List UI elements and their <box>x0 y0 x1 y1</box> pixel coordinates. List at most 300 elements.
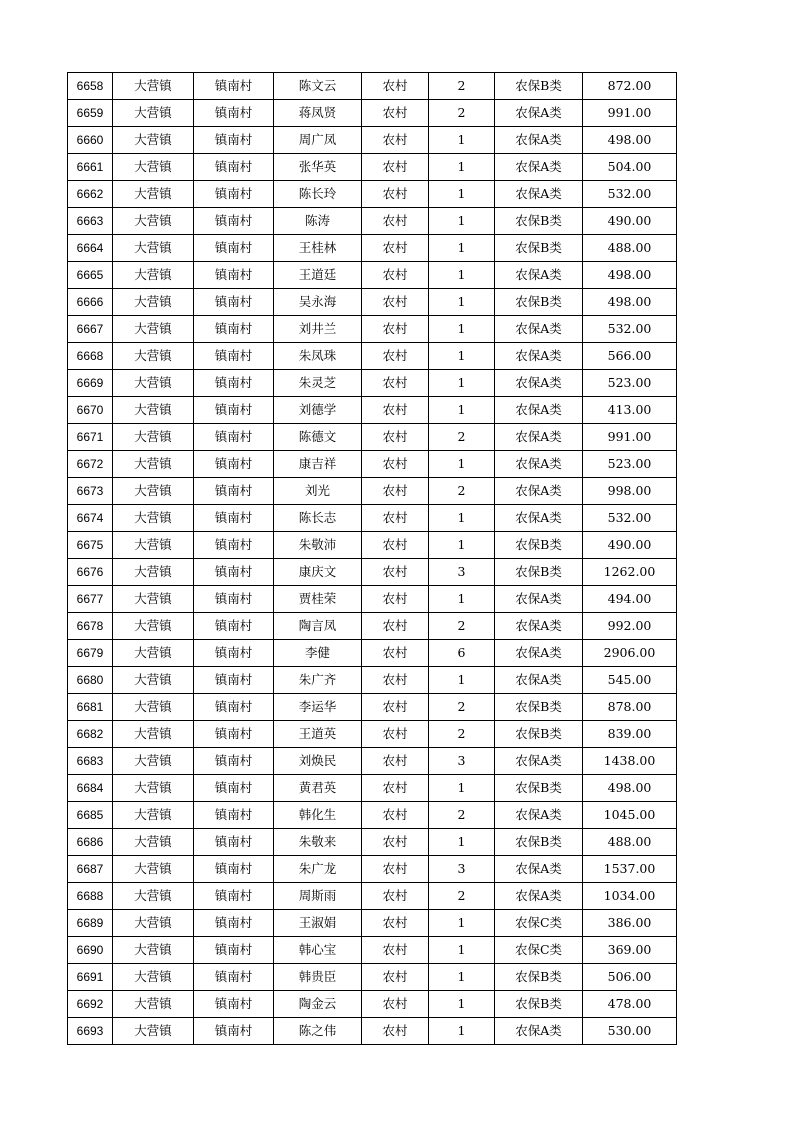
table-row <box>68 100 677 127</box>
cell-village: 镇南村 <box>194 802 274 829</box>
cell-amount: 494.00 <box>583 586 677 613</box>
cell-town: 大营镇 <box>113 154 194 181</box>
cell-household-count: 1 <box>429 370 495 397</box>
cell-town: 大营镇 <box>113 505 194 532</box>
cell-town: 大营镇 <box>113 181 194 208</box>
cell-amount: 992.00 <box>583 613 677 640</box>
cell-village: 镇南村 <box>194 343 274 370</box>
cell-town: 大营镇 <box>113 910 194 937</box>
cell-town: 大营镇 <box>113 748 194 775</box>
cell-person-name: 周广凤 <box>274 127 362 154</box>
cell-household-count: 1 <box>429 289 495 316</box>
table-row <box>68 775 677 802</box>
cell-insurance-category: 农保A类 <box>495 397 583 424</box>
cell-area-type: 农村 <box>362 505 429 532</box>
cell-household-count: 1 <box>429 451 495 478</box>
cell-household-count: 1 <box>429 397 495 424</box>
cell-person-name: 刘焕民 <box>274 748 362 775</box>
cell-record-id: 6672 <box>68 451 113 478</box>
cell-area-type: 农村 <box>362 856 429 883</box>
cell-record-id: 6692 <box>68 991 113 1018</box>
cell-amount: 1034.00 <box>583 883 677 910</box>
cell-amount: 1045.00 <box>583 802 677 829</box>
cell-household-count: 2 <box>429 424 495 451</box>
cell-town: 大营镇 <box>113 802 194 829</box>
cell-amount: 498.00 <box>583 262 677 289</box>
cell-record-id: 6668 <box>68 343 113 370</box>
cell-amount: 498.00 <box>583 289 677 316</box>
cell-record-id: 6673 <box>68 478 113 505</box>
cell-household-count: 1 <box>429 829 495 856</box>
cell-village: 镇南村 <box>194 694 274 721</box>
records-table <box>67 72 677 1045</box>
table-row <box>68 370 677 397</box>
cell-household-count: 3 <box>429 856 495 883</box>
cell-area-type: 农村 <box>362 640 429 667</box>
cell-person-name: 刘井兰 <box>274 316 362 343</box>
cell-area-type: 农村 <box>362 613 429 640</box>
table-row <box>68 424 677 451</box>
cell-person-name: 陶言凤 <box>274 613 362 640</box>
table-row <box>68 721 677 748</box>
cell-household-count: 1 <box>429 937 495 964</box>
cell-record-id: 6658 <box>68 73 113 100</box>
table-row <box>68 910 677 937</box>
cell-town: 大营镇 <box>113 316 194 343</box>
cell-record-id: 6689 <box>68 910 113 937</box>
cell-record-id: 6676 <box>68 559 113 586</box>
cell-village: 镇南村 <box>194 748 274 775</box>
table-row <box>68 289 677 316</box>
cell-village: 镇南村 <box>194 208 274 235</box>
cell-insurance-category: 农保A类 <box>495 856 583 883</box>
table-row <box>68 748 677 775</box>
cell-town: 大营镇 <box>113 343 194 370</box>
table-row <box>68 127 677 154</box>
cell-village: 镇南村 <box>194 100 274 127</box>
cell-person-name: 王道廷 <box>274 262 362 289</box>
cell-area-type: 农村 <box>362 883 429 910</box>
cell-person-name: 王淑娟 <box>274 910 362 937</box>
cell-record-id: 6665 <box>68 262 113 289</box>
cell-amount: 566.00 <box>583 343 677 370</box>
cell-record-id: 6682 <box>68 721 113 748</box>
cell-town: 大营镇 <box>113 478 194 505</box>
cell-insurance-category: 农保A类 <box>495 100 583 127</box>
cell-person-name: 陶金云 <box>274 991 362 1018</box>
table-row <box>68 991 677 1018</box>
cell-person-name: 蒋凤贤 <box>274 100 362 127</box>
cell-insurance-category: 农保A类 <box>495 883 583 910</box>
cell-person-name: 朱敬来 <box>274 829 362 856</box>
cell-insurance-category: 农保A类 <box>495 748 583 775</box>
cell-area-type: 农村 <box>362 964 429 991</box>
table-row <box>68 640 677 667</box>
cell-insurance-category: 农保B类 <box>495 289 583 316</box>
cell-town: 大营镇 <box>113 289 194 316</box>
cell-village: 镇南村 <box>194 451 274 478</box>
cell-record-id: 6674 <box>68 505 113 532</box>
cell-household-count: 1 <box>429 586 495 613</box>
cell-record-id: 6680 <box>68 667 113 694</box>
cell-area-type: 农村 <box>362 262 429 289</box>
cell-household-count: 2 <box>429 613 495 640</box>
cell-record-id: 6678 <box>68 613 113 640</box>
cell-household-count: 1 <box>429 316 495 343</box>
cell-amount: 506.00 <box>583 964 677 991</box>
cell-insurance-category: 农保A类 <box>495 154 583 181</box>
table-row <box>68 478 677 505</box>
cell-insurance-category: 农保A类 <box>495 343 583 370</box>
cell-town: 大营镇 <box>113 667 194 694</box>
cell-record-id: 6664 <box>68 235 113 262</box>
cell-town: 大营镇 <box>113 397 194 424</box>
cell-village: 镇南村 <box>194 856 274 883</box>
cell-household-count: 2 <box>429 478 495 505</box>
cell-person-name: 陈之伟 <box>274 1018 362 1045</box>
cell-village: 镇南村 <box>194 1018 274 1045</box>
cell-town: 大营镇 <box>113 127 194 154</box>
cell-record-id: 6690 <box>68 937 113 964</box>
table-row <box>68 154 677 181</box>
cell-record-id: 6693 <box>68 1018 113 1045</box>
cell-household-count: 1 <box>429 235 495 262</box>
cell-area-type: 农村 <box>362 343 429 370</box>
table-row <box>68 856 677 883</box>
cell-record-id: 6663 <box>68 208 113 235</box>
cell-household-count: 1 <box>429 505 495 532</box>
cell-household-count: 3 <box>429 748 495 775</box>
cell-village: 镇南村 <box>194 613 274 640</box>
cell-village: 镇南村 <box>194 478 274 505</box>
cell-amount: 532.00 <box>583 505 677 532</box>
cell-insurance-category: 农保C类 <box>495 910 583 937</box>
cell-village: 镇南村 <box>194 883 274 910</box>
cell-town: 大营镇 <box>113 694 194 721</box>
cell-area-type: 农村 <box>362 127 429 154</box>
cell-record-id: 6691 <box>68 964 113 991</box>
table-row <box>68 613 677 640</box>
cell-village: 镇南村 <box>194 316 274 343</box>
cell-town: 大营镇 <box>113 775 194 802</box>
cell-household-count: 6 <box>429 640 495 667</box>
cell-person-name: 王道英 <box>274 721 362 748</box>
cell-insurance-category: 农保A类 <box>495 586 583 613</box>
table-row <box>68 1018 677 1045</box>
table-row <box>68 235 677 262</box>
cell-amount: 998.00 <box>583 478 677 505</box>
cell-record-id: 6683 <box>68 748 113 775</box>
table-row <box>68 73 677 100</box>
cell-town: 大营镇 <box>113 100 194 127</box>
cell-village: 镇南村 <box>194 721 274 748</box>
cell-village: 镇南村 <box>194 397 274 424</box>
cell-person-name: 刘光 <box>274 478 362 505</box>
cell-area-type: 农村 <box>362 235 429 262</box>
cell-household-count: 1 <box>429 667 495 694</box>
cell-amount: 1262.00 <box>583 559 677 586</box>
cell-town: 大营镇 <box>113 586 194 613</box>
cell-village: 镇南村 <box>194 424 274 451</box>
cell-person-name: 康庆文 <box>274 559 362 586</box>
cell-village: 镇南村 <box>194 640 274 667</box>
cell-amount: 478.00 <box>583 991 677 1018</box>
cell-area-type: 农村 <box>362 559 429 586</box>
cell-insurance-category: 农保A类 <box>495 802 583 829</box>
cell-area-type: 农村 <box>362 424 429 451</box>
cell-area-type: 农村 <box>362 694 429 721</box>
table-row <box>68 883 677 910</box>
cell-amount: 532.00 <box>583 316 677 343</box>
cell-person-name: 李健 <box>274 640 362 667</box>
cell-record-id: 6669 <box>68 370 113 397</box>
cell-village: 镇南村 <box>194 154 274 181</box>
cell-amount: 413.00 <box>583 397 677 424</box>
cell-record-id: 6679 <box>68 640 113 667</box>
cell-amount: 488.00 <box>583 829 677 856</box>
cell-amount: 872.00 <box>583 73 677 100</box>
cell-area-type: 农村 <box>362 289 429 316</box>
cell-town: 大营镇 <box>113 883 194 910</box>
cell-town: 大营镇 <box>113 1018 194 1045</box>
cell-area-type: 农村 <box>362 478 429 505</box>
cell-person-name: 陈文云 <box>274 73 362 100</box>
cell-amount: 488.00 <box>583 235 677 262</box>
cell-insurance-category: 农保B类 <box>495 991 583 1018</box>
table-row <box>68 559 677 586</box>
cell-area-type: 农村 <box>362 991 429 1018</box>
cell-household-count: 2 <box>429 694 495 721</box>
cell-amount: 523.00 <box>583 451 677 478</box>
cell-amount: 545.00 <box>583 667 677 694</box>
table-row <box>68 262 677 289</box>
cell-insurance-category: 农保C类 <box>495 937 583 964</box>
cell-person-name: 王桂林 <box>274 235 362 262</box>
cell-insurance-category: 农保A类 <box>495 181 583 208</box>
cell-town: 大营镇 <box>113 370 194 397</box>
cell-person-name: 陈长玲 <box>274 181 362 208</box>
cell-record-id: 6661 <box>68 154 113 181</box>
cell-area-type: 农村 <box>362 667 429 694</box>
cell-person-name: 刘德学 <box>274 397 362 424</box>
cell-village: 镇南村 <box>194 532 274 559</box>
cell-household-count: 2 <box>429 883 495 910</box>
cell-person-name: 韩心宝 <box>274 937 362 964</box>
cell-household-count: 1 <box>429 181 495 208</box>
cell-town: 大营镇 <box>113 262 194 289</box>
cell-town: 大营镇 <box>113 640 194 667</box>
cell-village: 镇南村 <box>194 289 274 316</box>
records-body <box>68 73 677 1045</box>
cell-household-count: 2 <box>429 802 495 829</box>
cell-insurance-category: 农保A类 <box>495 451 583 478</box>
cell-person-name: 朱广龙 <box>274 856 362 883</box>
cell-person-name: 韩化生 <box>274 802 362 829</box>
cell-insurance-category: 农保A类 <box>495 262 583 289</box>
cell-area-type: 农村 <box>362 397 429 424</box>
cell-insurance-category: 农保B类 <box>495 235 583 262</box>
cell-amount: 498.00 <box>583 775 677 802</box>
cell-person-name: 韩贵臣 <box>274 964 362 991</box>
cell-area-type: 农村 <box>362 181 429 208</box>
cell-town: 大营镇 <box>113 829 194 856</box>
cell-village: 镇南村 <box>194 991 274 1018</box>
cell-record-id: 6685 <box>68 802 113 829</box>
cell-person-name: 朱凤珠 <box>274 343 362 370</box>
cell-record-id: 6681 <box>68 694 113 721</box>
cell-insurance-category: 农保B类 <box>495 964 583 991</box>
cell-area-type: 农村 <box>362 73 429 100</box>
cell-village: 镇南村 <box>194 127 274 154</box>
cell-person-name: 张华英 <box>274 154 362 181</box>
cell-insurance-category: 农保B类 <box>495 73 583 100</box>
cell-record-id: 6687 <box>68 856 113 883</box>
table-row <box>68 802 677 829</box>
table-row <box>68 343 677 370</box>
cell-town: 大营镇 <box>113 721 194 748</box>
cell-record-id: 6688 <box>68 883 113 910</box>
cell-insurance-category: 农保B类 <box>495 721 583 748</box>
table-row <box>68 181 677 208</box>
cell-household-count: 1 <box>429 343 495 370</box>
cell-village: 镇南村 <box>194 181 274 208</box>
cell-town: 大营镇 <box>113 73 194 100</box>
cell-person-name: 周斯雨 <box>274 883 362 910</box>
table-row <box>68 397 677 424</box>
cell-area-type: 农村 <box>362 532 429 559</box>
cell-area-type: 农村 <box>362 154 429 181</box>
cell-household-count: 2 <box>429 73 495 100</box>
cell-amount: 532.00 <box>583 181 677 208</box>
cell-insurance-category: 农保A类 <box>495 478 583 505</box>
cell-insurance-category: 农保A类 <box>495 667 583 694</box>
cell-insurance-category: 农保A类 <box>495 640 583 667</box>
cell-area-type: 农村 <box>362 316 429 343</box>
cell-insurance-category: 农保A类 <box>495 1018 583 1045</box>
cell-household-count: 1 <box>429 964 495 991</box>
cell-amount: 523.00 <box>583 370 677 397</box>
cell-amount: 386.00 <box>583 910 677 937</box>
cell-household-count: 3 <box>429 559 495 586</box>
cell-record-id: 6686 <box>68 829 113 856</box>
cell-area-type: 农村 <box>362 802 429 829</box>
table-row <box>68 505 677 532</box>
cell-area-type: 农村 <box>362 829 429 856</box>
cell-amount: 1537.00 <box>583 856 677 883</box>
cell-amount: 530.00 <box>583 1018 677 1045</box>
cell-village: 镇南村 <box>194 73 274 100</box>
cell-record-id: 6660 <box>68 127 113 154</box>
cell-area-type: 农村 <box>362 586 429 613</box>
cell-amount: 369.00 <box>583 937 677 964</box>
cell-town: 大营镇 <box>113 424 194 451</box>
cell-village: 镇南村 <box>194 937 274 964</box>
cell-area-type: 农村 <box>362 937 429 964</box>
cell-person-name: 朱灵芝 <box>274 370 362 397</box>
cell-record-id: 6659 <box>68 100 113 127</box>
cell-area-type: 农村 <box>362 208 429 235</box>
cell-town: 大营镇 <box>113 856 194 883</box>
table-row <box>68 937 677 964</box>
cell-household-count: 2 <box>429 100 495 127</box>
cell-insurance-category: 农保B类 <box>495 775 583 802</box>
cell-insurance-category: 农保A类 <box>495 613 583 640</box>
cell-insurance-category: 农保B类 <box>495 694 583 721</box>
cell-amount: 878.00 <box>583 694 677 721</box>
table-row <box>68 667 677 694</box>
cell-household-count: 1 <box>429 910 495 937</box>
cell-amount: 490.00 <box>583 532 677 559</box>
cell-amount: 490.00 <box>583 208 677 235</box>
cell-area-type: 农村 <box>362 748 429 775</box>
cell-area-type: 农村 <box>362 721 429 748</box>
cell-record-id: 6671 <box>68 424 113 451</box>
cell-household-count: 1 <box>429 532 495 559</box>
table-row <box>68 586 677 613</box>
cell-area-type: 农村 <box>362 910 429 937</box>
table-row <box>68 451 677 478</box>
cell-insurance-category: 农保A类 <box>495 316 583 343</box>
cell-person-name: 陈涛 <box>274 208 362 235</box>
table-row <box>68 532 677 559</box>
cell-person-name: 朱敬沛 <box>274 532 362 559</box>
cell-village: 镇南村 <box>194 505 274 532</box>
cell-town: 大营镇 <box>113 532 194 559</box>
cell-insurance-category: 农保A类 <box>495 127 583 154</box>
cell-household-count: 1 <box>429 775 495 802</box>
cell-amount: 2906.00 <box>583 640 677 667</box>
cell-town: 大营镇 <box>113 451 194 478</box>
cell-village: 镇南村 <box>194 667 274 694</box>
cell-household-count: 1 <box>429 1018 495 1045</box>
cell-insurance-category: 农保A类 <box>495 505 583 532</box>
cell-area-type: 农村 <box>362 1018 429 1045</box>
cell-town: 大营镇 <box>113 991 194 1018</box>
cell-person-name: 黄君英 <box>274 775 362 802</box>
cell-person-name: 陈德文 <box>274 424 362 451</box>
cell-village: 镇南村 <box>194 829 274 856</box>
cell-household-count: 1 <box>429 208 495 235</box>
cell-person-name: 陈长志 <box>274 505 362 532</box>
table-row <box>68 964 677 991</box>
cell-amount: 1438.00 <box>583 748 677 775</box>
cell-village: 镇南村 <box>194 370 274 397</box>
cell-insurance-category: 农保A类 <box>495 424 583 451</box>
cell-person-name: 朱广齐 <box>274 667 362 694</box>
cell-village: 镇南村 <box>194 262 274 289</box>
cell-person-name: 吴永海 <box>274 289 362 316</box>
table-row <box>68 694 677 721</box>
cell-person-name: 贾桂荣 <box>274 586 362 613</box>
cell-area-type: 农村 <box>362 775 429 802</box>
cell-area-type: 农村 <box>362 451 429 478</box>
cell-insurance-category: 农保A类 <box>495 370 583 397</box>
cell-record-id: 6667 <box>68 316 113 343</box>
cell-record-id: 6662 <box>68 181 113 208</box>
cell-record-id: 6670 <box>68 397 113 424</box>
cell-person-name: 康吉祥 <box>274 451 362 478</box>
cell-amount: 991.00 <box>583 424 677 451</box>
cell-town: 大营镇 <box>113 964 194 991</box>
cell-household-count: 2 <box>429 721 495 748</box>
table-row <box>68 208 677 235</box>
cell-household-count: 1 <box>429 991 495 1018</box>
cell-area-type: 农村 <box>362 100 429 127</box>
table-row <box>68 316 677 343</box>
cell-village: 镇南村 <box>194 559 274 586</box>
cell-village: 镇南村 <box>194 586 274 613</box>
cell-insurance-category: 农保B类 <box>495 208 583 235</box>
